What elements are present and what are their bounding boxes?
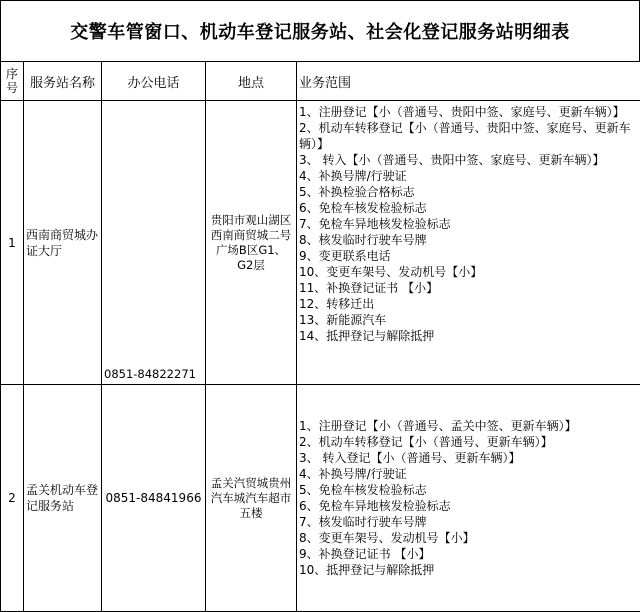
scope-item: 2、机动车转移登记【小（普通号、更新车辆）】	[299, 434, 638, 450]
scope-item: 7、核发临时行驶车号牌	[299, 514, 638, 530]
header-seq: 序号	[1, 62, 24, 101]
scope-item: 11、补换登记证书 【小】	[299, 280, 638, 296]
table-row	[1, 385, 640, 612]
scope-item: 4、补换号牌/行驶证	[299, 168, 638, 184]
scope-item: 6、免检车异地核发检验标志	[299, 498, 638, 514]
row-scope	[297, 385, 640, 612]
scope-item: 10、变更车架号、发动机号【小】	[299, 264, 638, 280]
row-location: 贵阳市观山湖区西南商贸城二号广场B区G1、G2层	[206, 101, 297, 385]
scope-item: 5、免检车核发检验标志	[299, 482, 638, 498]
scope-item: 14、抵押登记与解除抵押	[299, 328, 638, 344]
scope-item: 3、 转入登记【小（普通号、更新车辆）】	[299, 450, 638, 466]
service-station-table	[0, 61, 640, 612]
scope-item: 9、补换登记证书 【小】	[299, 546, 638, 562]
row-scope	[297, 101, 640, 385]
row-seq: 2	[1, 385, 24, 612]
scope-item: 12、转移迁出	[299, 296, 638, 312]
scope-item: 5、补换检验合格标志	[299, 184, 638, 200]
table-header-row	[1, 62, 640, 101]
scope-item: 10、抵押登记与解除抵押	[299, 562, 638, 578]
row-station-name: 孟关机动车登记服务站	[24, 385, 102, 612]
row-phone: 0851-84822271	[102, 101, 206, 385]
header-phone: 办公电话	[102, 62, 206, 101]
scope-item: 8、核发临时行驶车号牌	[299, 232, 638, 248]
row-seq: 1	[1, 101, 24, 385]
row-location: 孟关汽贸城贵州汽车城汽车超市五楼	[206, 385, 297, 612]
scope-item: 1、注册登记【小（普通号、孟关中签、更新车辆）】	[299, 418, 638, 434]
scope-item: 9、变更联系电话	[299, 248, 638, 264]
header-location: 地点	[206, 62, 297, 101]
sheet-title: 交警车管窗口、机动车登记服务站、社会化登记服务站明细表	[0, 0, 640, 62]
scope-item: 6、免检车核发检验标志	[299, 200, 638, 216]
header-name: 服务站名称	[24, 62, 102, 101]
scope-item: 2、机动车转移登记【小（普通号、贵阳中签、家庭号、更新车辆）】	[299, 120, 638, 152]
scope-item: 1、注册登记【小（普通号、贵阳中签、家庭号、更新车辆）】	[299, 104, 638, 120]
scope-item: 4、补换号牌/行驶证	[299, 466, 638, 482]
row-station-name: 西南商贸城办证大厅	[24, 101, 102, 385]
header-scope: 业务范围	[297, 62, 640, 101]
row-phone: 0851-84841966	[102, 385, 206, 612]
table-row	[1, 101, 640, 385]
scope-item: 8、变更车架号、发动机号【小】	[299, 530, 638, 546]
scope-item: 13、新能源汽车	[299, 312, 638, 328]
scope-item: 7、免检车异地核发检验标志	[299, 216, 638, 232]
scope-item: 3、 转入【小（普通号、贵阳中签、家庭号、更新车辆）】	[299, 152, 638, 168]
